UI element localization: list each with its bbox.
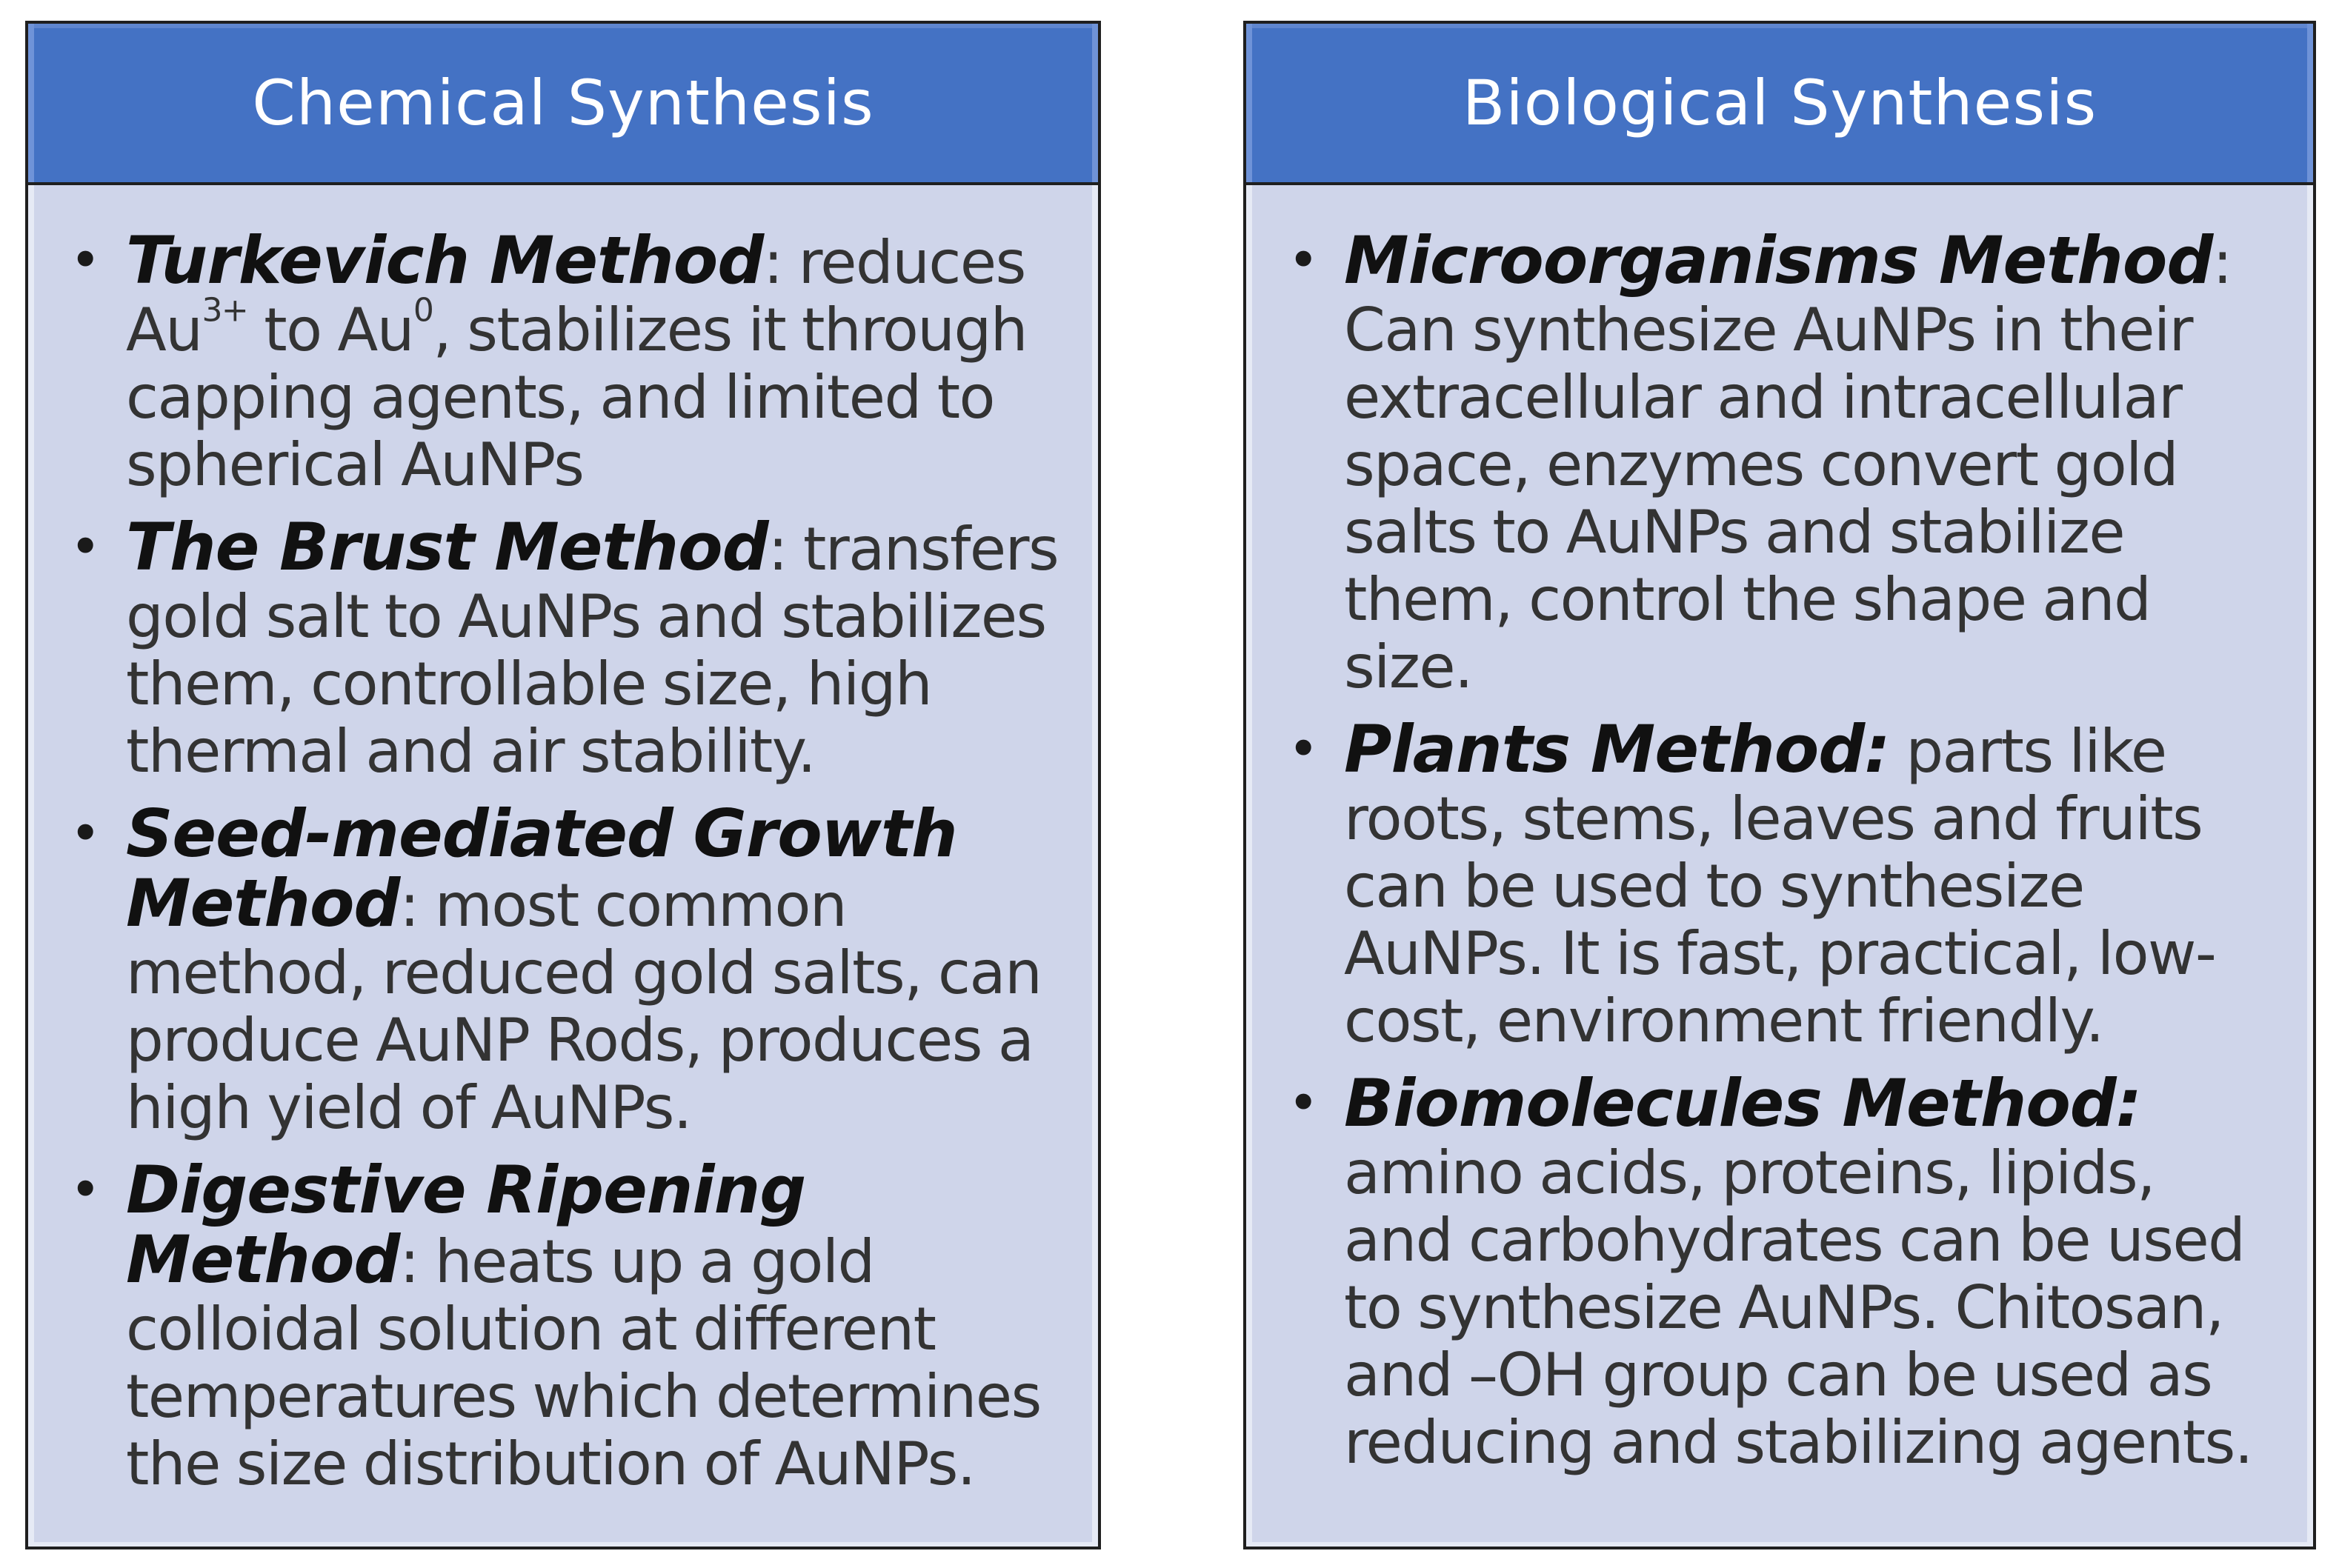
panel-body-chemical [25, 185, 1101, 1549]
biological-synthesis-panel [1243, 21, 2316, 1549]
list-item [70, 1152, 1061, 1498]
bullet-icon: • [1288, 718, 1318, 780]
bullet-icon: • [1288, 229, 1318, 291]
panel-header-chemical [25, 21, 1101, 185]
term-separator: : [763, 228, 799, 297]
term-separator [1889, 717, 1906, 786]
list-item [70, 795, 1061, 1142]
method-term: The Brust Method [126, 509, 768, 585]
panel-body-biological [1243, 185, 2316, 1549]
list-item [1288, 711, 2276, 1055]
superscript: 0 [413, 291, 433, 330]
method-description: reduces Au [126, 228, 1025, 364]
panel-title: Chemical Synthesis [252, 67, 874, 139]
method-list [1246, 185, 2313, 1476]
method-description: , stabilizes it through capping agents, and limited to spherical AuNPs [126, 296, 1027, 499]
method-description: Can synthesize AuNPs in their extracellular and intracellular space, enzymes convert gold salts to AuNPs and stabilize them, control the shape and size. [1344, 296, 2193, 701]
method-description: parts like roots, stems, leaves and fruits can be used to synthesize AuNPs. It is fast, practical, low-cost, environment friendly. [1344, 717, 2216, 1055]
bullet-icon: • [1288, 1072, 1318, 1134]
term-separator: : [399, 871, 435, 940]
term-separator: : [768, 515, 804, 584]
bullet-icon: • [70, 802, 100, 864]
method-term: Biomolecules Method: [1344, 1065, 2141, 1141]
method-term: Seed-mediated Growth Method [126, 795, 957, 941]
list-item [70, 222, 1061, 499]
method-term: Plants Method: [1344, 711, 1890, 787]
list-item [1288, 222, 2276, 701]
term-separator: : [2212, 228, 2232, 297]
method-description: heats up a gold colloidal solution at different temperatures which determines the size distribution of AuNPs. [126, 1227, 1041, 1498]
bullet-icon: • [70, 229, 100, 291]
panel-header-biological [1243, 21, 2316, 185]
method-term: Turkevich Method [126, 222, 764, 298]
method-description: amino acids, proteins, lipids, and carbohydrates can be used to synthesize AuNPs. Chitosan, and –OH group can be used as reducing and stabilizing agents. [1344, 1138, 2252, 1477]
method-description: most common method, reduced gold salts, can produce AuNP Rods, produces a high yield of AuNPs. [126, 871, 1042, 1142]
list-item [70, 509, 1061, 786]
bullet-icon: • [70, 516, 100, 578]
method-list [28, 185, 1098, 1498]
bullet-icon: • [70, 1158, 100, 1221]
method-description: transfers gold salt to AuNPs and stabilizes them, controllable size, high thermal and air stability. [126, 515, 1059, 786]
method-description: to Au [247, 296, 413, 364]
panel-title: Biological Synthesis [1462, 67, 2097, 139]
superscript: 3+ [202, 291, 248, 330]
method-term: Digestive Ripening Method [126, 1152, 806, 1298]
list-item [1288, 1065, 2276, 1477]
term-separator: : [399, 1227, 435, 1296]
chemical-synthesis-panel [25, 21, 1101, 1549]
method-term: Microorganisms Method [1344, 222, 2213, 298]
